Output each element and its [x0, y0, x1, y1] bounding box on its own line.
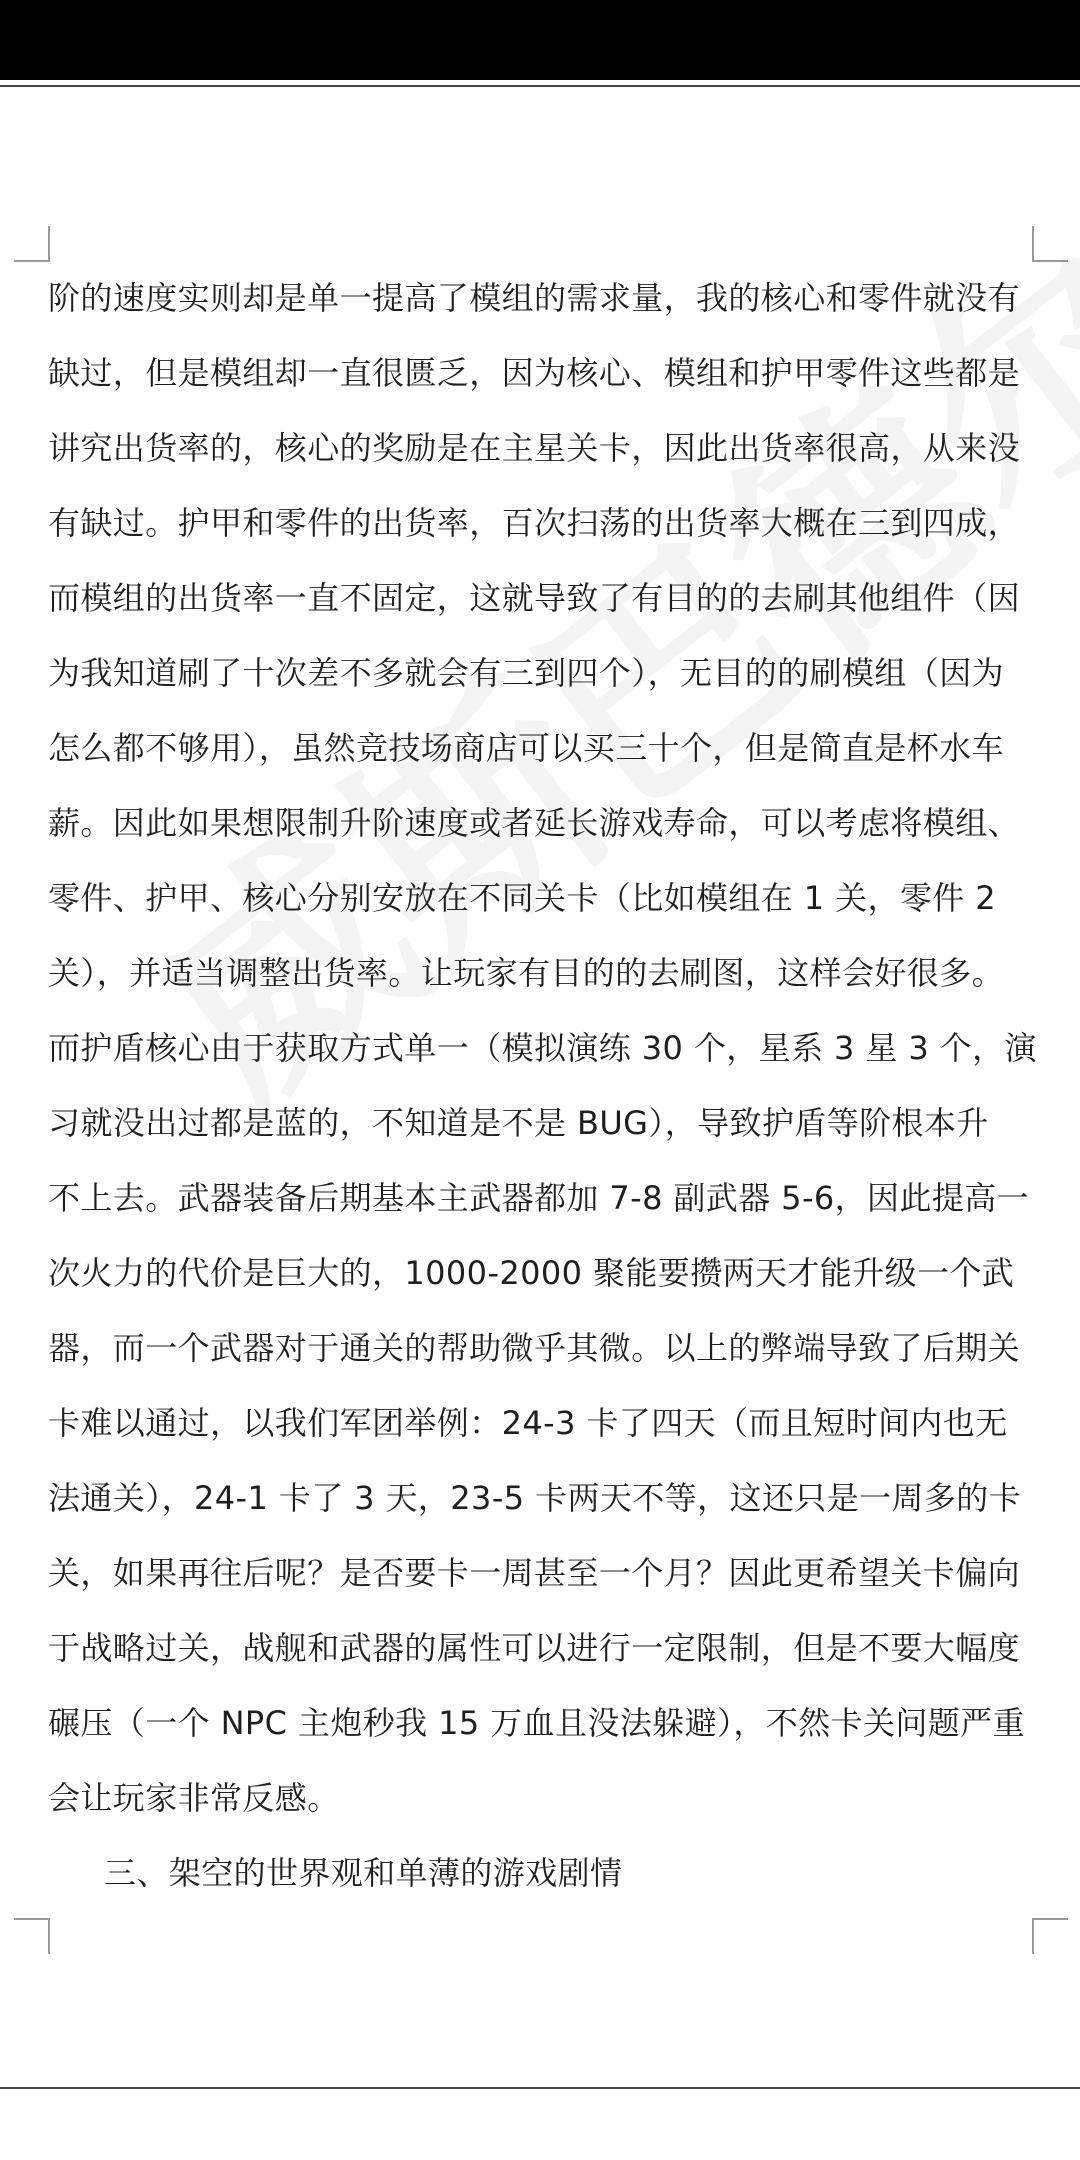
document-body	[48, 261, 1038, 1911]
paragraph-line: 缺过，但是模组却一直很匮乏，因为核心、模组和护甲零件这些都是	[48, 354, 1021, 392]
paragraph-line: 讲究出货率的，核心的奖励是在主星关卡，因此出货率很高，从来没	[48, 429, 1021, 467]
paragraph-line: 次火力的代价是巨大的，1000-2000 聚能要攒两天才能升级一个武	[48, 1254, 1015, 1292]
page-top-rule	[0, 85, 1080, 87]
paragraph-line: 薪。因此如果想限制升阶速度或者延长游戏寿命，可以考虑将模组、	[48, 804, 1021, 842]
crop-mark-top-right	[1032, 226, 1068, 262]
paragraph-line: 而护盾核心由于获取方式单一（模拟演练 30 个，星系 3 星 3 个，演	[48, 1029, 1037, 1067]
paragraph-line: 关，如果再往后呢？是否要卡一周甚至一个月？因此更希望关卡偏向	[48, 1554, 1021, 1592]
status-bar	[0, 0, 1080, 80]
paragraph-line: 法通关），24-1 卡了 3 天，23-5 卡两天不等，这还只是一周多的卡	[48, 1479, 1022, 1517]
paragraph-line: 而模组的出货率一直不固定，这就导致了有目的的去刷其他组件（因	[48, 579, 1021, 617]
paragraph-line: 怎么都不够用），虽然竞技场商店可以买三十个，但是简直是杯水车	[48, 729, 1005, 767]
crop-mark-bottom-right	[1032, 1918, 1068, 1954]
paragraph-line: 为我知道刷了十次差不多就会有三到四个），无目的的刷模组（因为	[48, 654, 1005, 692]
paragraph-line: 会让玩家非常反感。	[48, 1779, 340, 1817]
paragraph-line: 卡难以通过，以我们军团举例：24-3 卡了四天（而且短时间内也无	[48, 1404, 1008, 1442]
paragraph-line: 器，而一个武器对于通关的帮助微乎其微。以上的弊端导致了后期关	[48, 1329, 1021, 1367]
paragraph-line: 碾压（一个 NPC 主炮秒我 15 万血且没法躲避），不然卡关问题严重	[48, 1704, 1025, 1742]
paragraph-line: 零件、护甲、核心分别安放在不同关卡（比如模组在 1 关，零件 2	[48, 879, 997, 917]
paragraph-line: 不上去。武器装备后期基本主武器都加 7-8 副武器 5-6，因此提高一	[48, 1179, 1030, 1217]
crop-mark-bottom-left	[14, 1918, 50, 1954]
paragraph-line: 阶的速度实则却是单一提高了模组的需求量，我的核心和零件就没有	[48, 279, 1021, 317]
paragraph-line: 有缺过。护甲和零件的出货率，百次扫荡的出货率大概在三到四成，	[48, 504, 1021, 542]
paragraph-line: 习就没出过都是蓝的，不知道是不是 BUG），导致护盾等阶根本升	[48, 1104, 989, 1142]
crop-mark-top-left	[14, 226, 50, 262]
paragraph-line: 于战略过关，战舰和武器的属性可以进行一定限制，但是不要大幅度	[48, 1629, 1021, 1667]
page-bottom-rule	[0, 2087, 1080, 2089]
paragraph-line: 关），并适当调整出货率。让玩家有目的的去刷图，这样会好很多。	[48, 954, 1005, 992]
section-heading: 三、架空的世界观和单薄的游戏剧情	[104, 1854, 623, 1892]
